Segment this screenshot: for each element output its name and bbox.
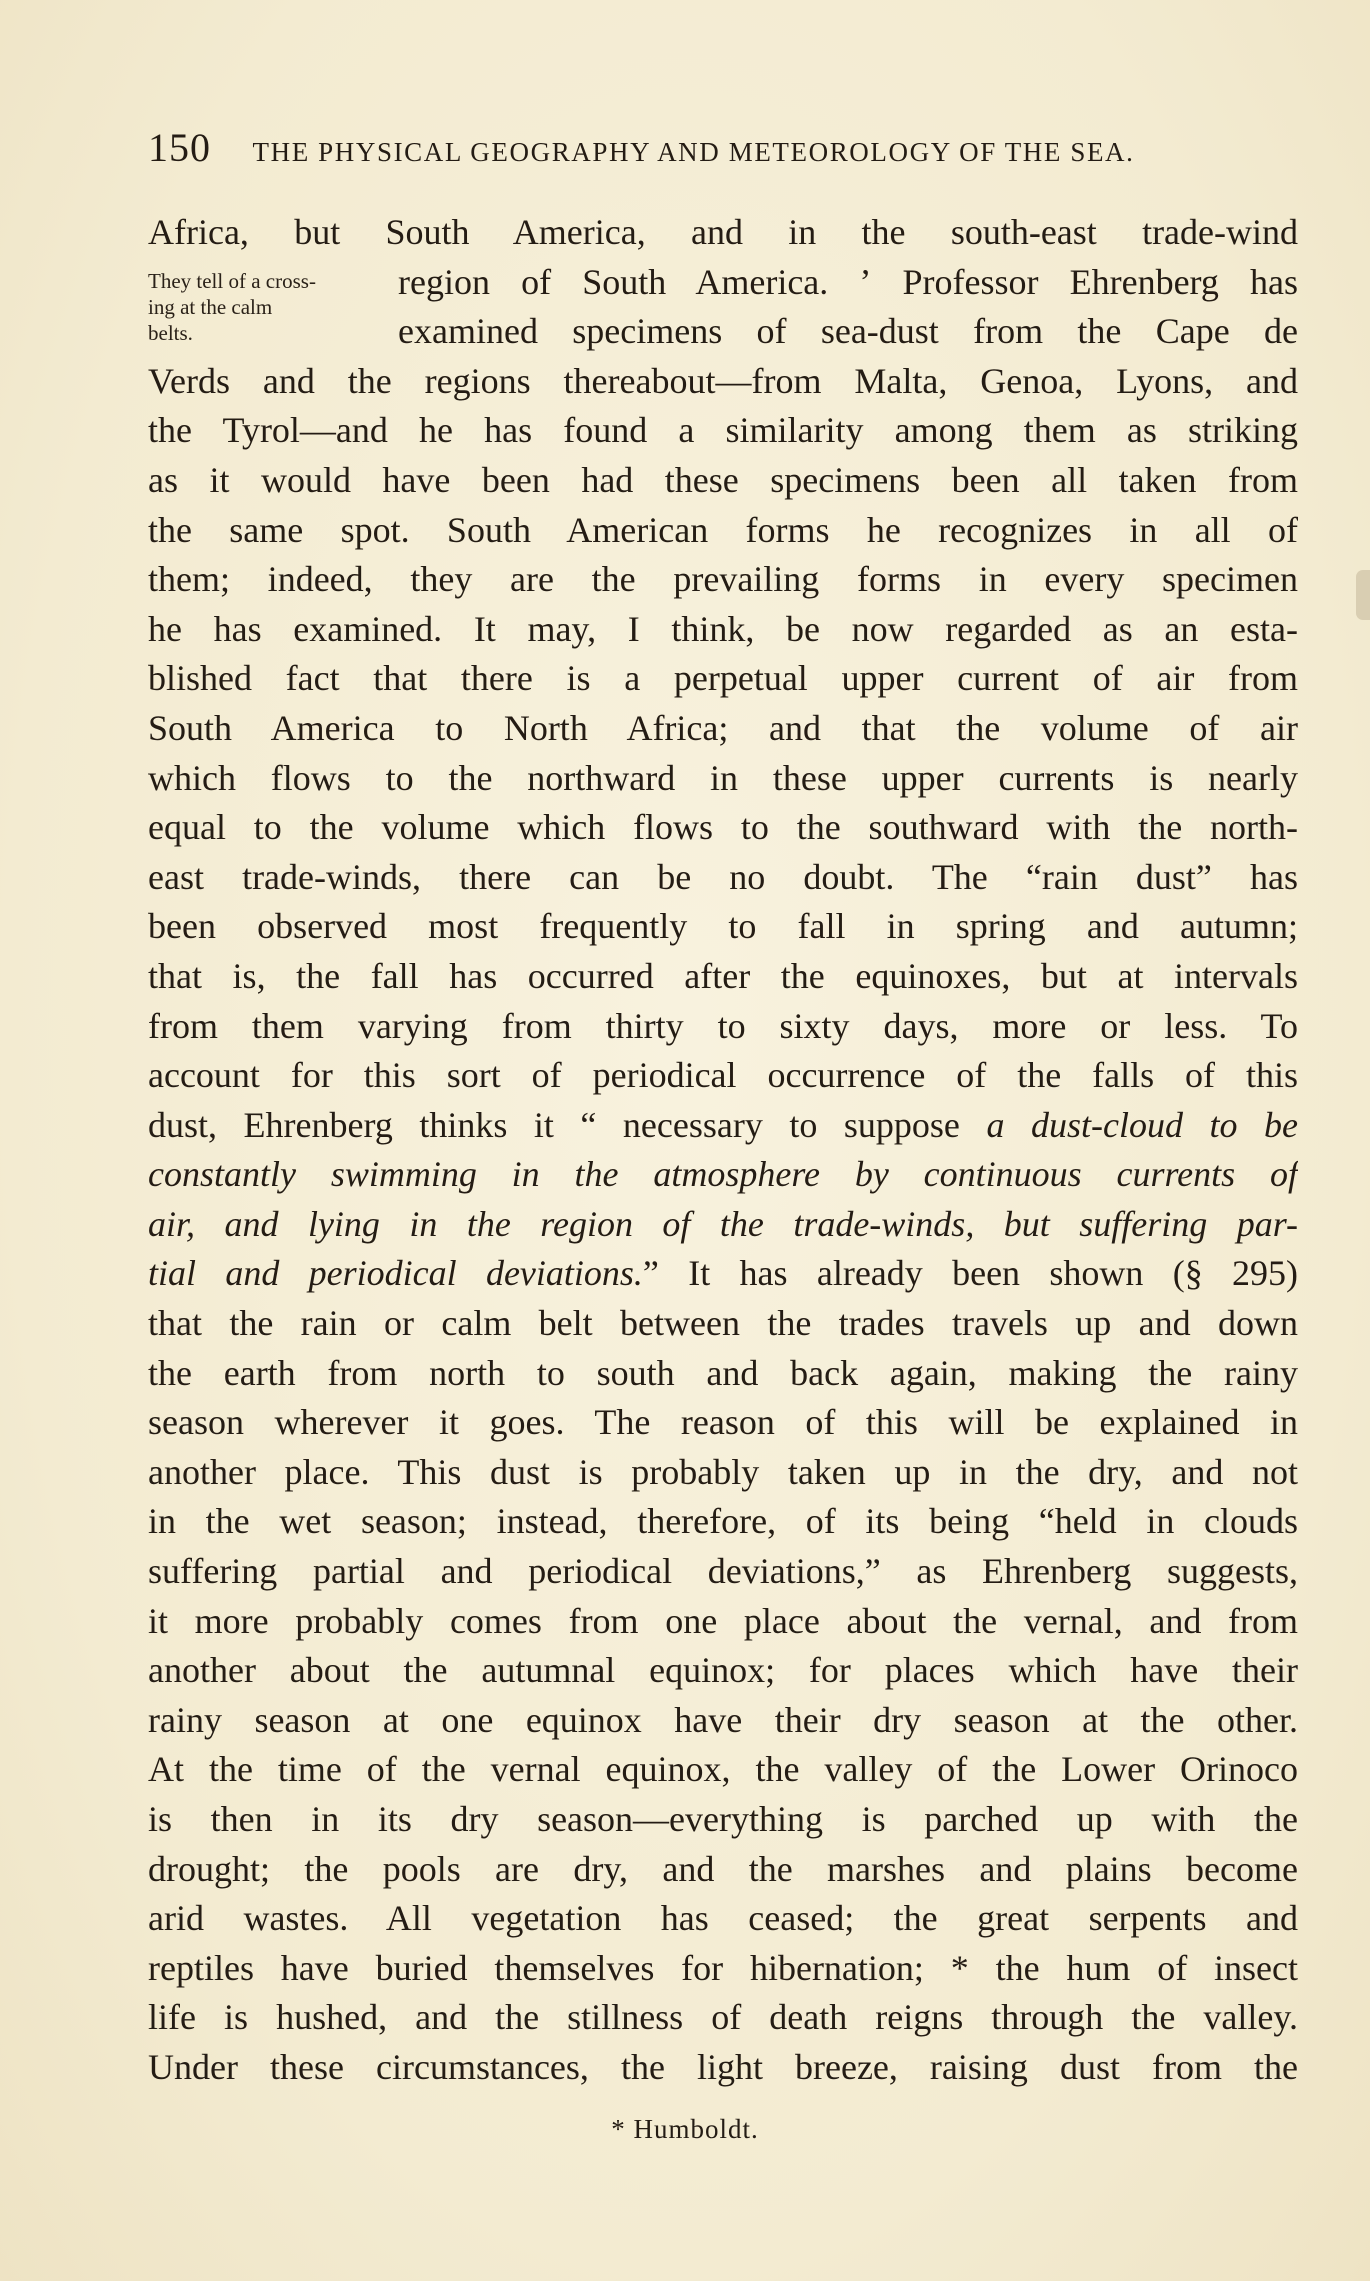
quote-italic: air, and lying in the region of the trade-winds, but suffering par- [148,1203,1298,1244]
text-line: region of South America. ʼ Professor Ehrenberg has [398,261,1298,302]
text-line: the Tyrol—and he has found a similarity among them as striking [148,410,1298,451]
text-line: blished fact that there is a perpetual upper current of air from [148,658,1298,699]
text-line-quote-start [148,1101,1298,1151]
text-line: another about the autumnal equinox; for places which have their [148,1650,1298,1691]
text-line: is then in its dry season—everything is parched up with the [148,1799,1298,1839]
text-line: another place. This dust is probably taken up in the dry, and not [148,1451,1298,1492]
text-line: been observed most frequently to fall in spring and autumn; [148,906,1298,947]
text-line: that is, the fall has occurred after the equinoxes, but at intervals [148,955,1298,996]
text-line: it more probably comes from one place about the vernal, and from [148,1600,1298,1641]
text-line: account for this sort of periodical occurrence of the falls of this [148,1055,1298,1096]
margin-note-line: ing at the calm [148,295,273,319]
page-edge-mark [1356,570,1370,620]
text-line: equal to the volume which flows to the southward with the north- [148,807,1298,848]
text-line-quote [148,1200,1298,1250]
text-line: he has examined. It may, I think, be now regarded as an esta- [148,608,1298,649]
text-line-quote [148,1150,1298,1200]
margin-note-line: They tell of a cross- [148,269,316,293]
quote-intro: dust, Ehrenberg thinks it “ necessary to suppose [148,1104,987,1145]
text-line: as it would have been had these specimens been all taken from [148,459,1298,500]
text-line: arid wastes. All vegetation has ceased; the great serpents and [148,1898,1298,1939]
text-line-quote-end [148,1249,1298,1299]
text-line: At the time of the vernal equinox, the valley of the Lower Orinoco [148,1749,1298,1790]
text-line: the same spot. South American forms he recognizes in all of [148,509,1298,550]
text-line: suffering partial and periodical deviations,” as Ehrenberg suggests, [148,1551,1298,1592]
quote-italic: constantly swimming in the atmosphere by continuous currents of [148,1154,1298,1195]
text-line: east trade-winds, there can be no doubt. The “rain dust” has [148,856,1298,897]
text-line: examined specimens of sea-dust from the Cape de [398,311,1298,352]
text-line: in the wet season; instead, therefore, of its being “held in clouds [148,1501,1298,1542]
page-number: 150 [148,125,211,170]
margin-note-line: belts. [148,321,193,345]
text-line: drought; the pools are dry, and the marshes and plains become [148,1848,1298,1889]
quote-close: ” It has already been shown (§ 295) [642,1253,1298,1294]
text-line: season wherever it goes. The reason of this will be explained in [148,1402,1298,1443]
body-text [148,208,1298,2093]
quote-italic: a dust-cloud to be [986,1104,1298,1145]
page-header [148,124,1298,174]
text-line: South America to North Africa; and that the volume of air [148,707,1298,748]
text-line: Under these circumstances, the light breeze, raising dust from the [148,2046,1298,2087]
quote-italic: tial and periodical deviations. [148,1253,643,1294]
text-line: from them varying from thirty to sixty days, more or less. To [148,1005,1298,1046]
footnote: * Humboldt. [611,2114,759,2144]
running-title: THE PHYSICAL GEOGRAPHY AND METEOROLOGY OF THE SEA. [252,137,1135,167]
text-line: which flows to the northward in these upper currents is nearly [148,757,1298,798]
text-line: life is hushed, and the stillness of death reigns through the valley. [148,1997,1298,2038]
text-line: reptiles have buried themselves for hibernation; * the hum of insect [148,1947,1298,1988]
text-line: rainy season at one equinox have their dry season at the other. [148,1699,1298,1740]
text-line: them; indeed, they are the prevailing forms in every specimen [148,559,1298,600]
text-line: Africa, but South America, and in the south-east trade-wind [148,212,1298,252]
text-line: Verds and the regions thereabout—from Malta, Genoa, Lyons, and [148,360,1298,401]
text-line: that the rain or calm belt between the trades travels up and down [148,1303,1298,1344]
text-line: the earth from north to south and back again, making the rainy [148,1352,1298,1393]
